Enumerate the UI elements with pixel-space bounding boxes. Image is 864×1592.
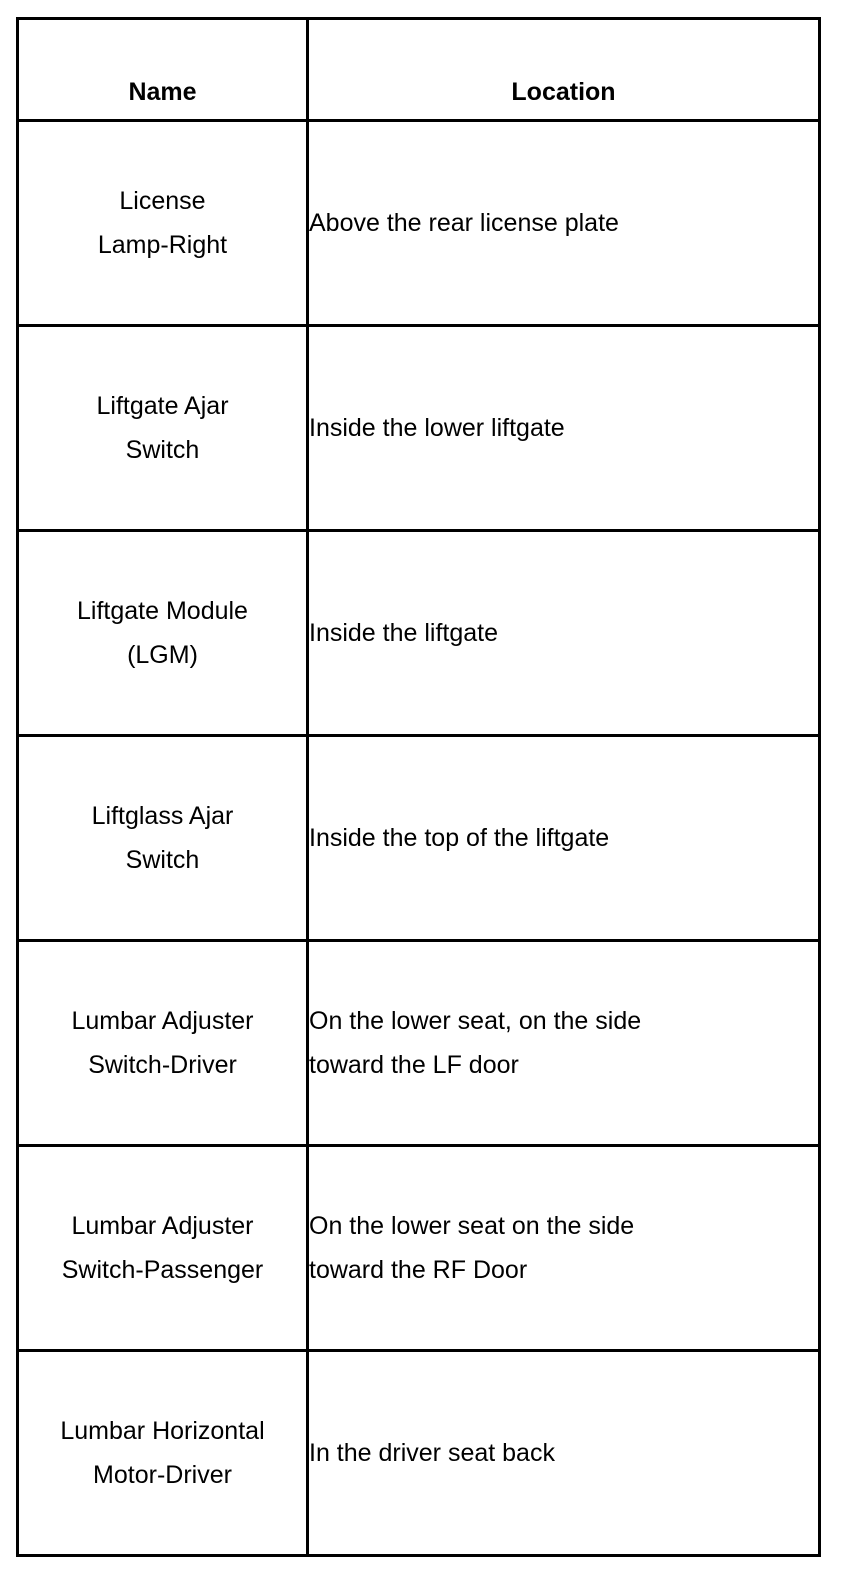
column-header-name: Name — [18, 19, 308, 121]
location-cell — [308, 326, 820, 531]
name-text: License Lamp-Right — [97, 187, 228, 259]
name-text: Liftgate Module (LGM) — [77, 597, 248, 669]
location-text: In the driver seat back — [309, 1439, 555, 1467]
name-text: Lumbar Horizontal Motor-Driver — [60, 1417, 265, 1489]
name-cell — [18, 326, 308, 531]
location-cell — [308, 121, 820, 326]
name-cell — [18, 531, 308, 736]
table-row — [18, 1351, 820, 1556]
table-row — [18, 736, 820, 941]
table-row — [18, 531, 820, 736]
column-header-location: Location — [308, 19, 820, 121]
name-cell — [18, 1351, 308, 1556]
table-row — [18, 1146, 820, 1351]
table-row — [18, 326, 820, 531]
name-cell — [18, 1146, 308, 1351]
location-text: On the lower seat, on the side toward the LF door — [309, 1007, 642, 1079]
location-text: Inside the liftgate — [309, 619, 499, 647]
location-cell — [308, 531, 820, 736]
name-text: Lumbar Adjuster Switch-Passenger — [61, 1212, 264, 1284]
location-text: Above the rear license plate — [309, 209, 619, 237]
location-cell — [308, 1351, 820, 1556]
table-row — [18, 121, 820, 326]
location-cell — [308, 736, 820, 941]
name-text: Lumbar Adjuster Switch-Driver — [71, 1007, 254, 1079]
table-header-row — [18, 19, 820, 121]
name-text: Liftgate Ajar Switch — [96, 392, 229, 464]
location-text: Inside the top of the liftgate — [309, 824, 610, 852]
component-location-table — [16, 17, 821, 1557]
name-cell — [18, 941, 308, 1146]
component-location-table-wrapper — [16, 17, 818, 1557]
name-text: Liftglass Ajar Switch — [91, 802, 234, 874]
location-cell — [308, 1146, 820, 1351]
table-row — [18, 941, 820, 1146]
name-cell — [18, 736, 308, 941]
location-text: On the lower seat on the side toward the RF Door — [309, 1212, 635, 1284]
name-cell — [18, 121, 308, 326]
location-cell — [308, 941, 820, 1146]
location-text: Inside the lower liftgate — [309, 414, 565, 442]
